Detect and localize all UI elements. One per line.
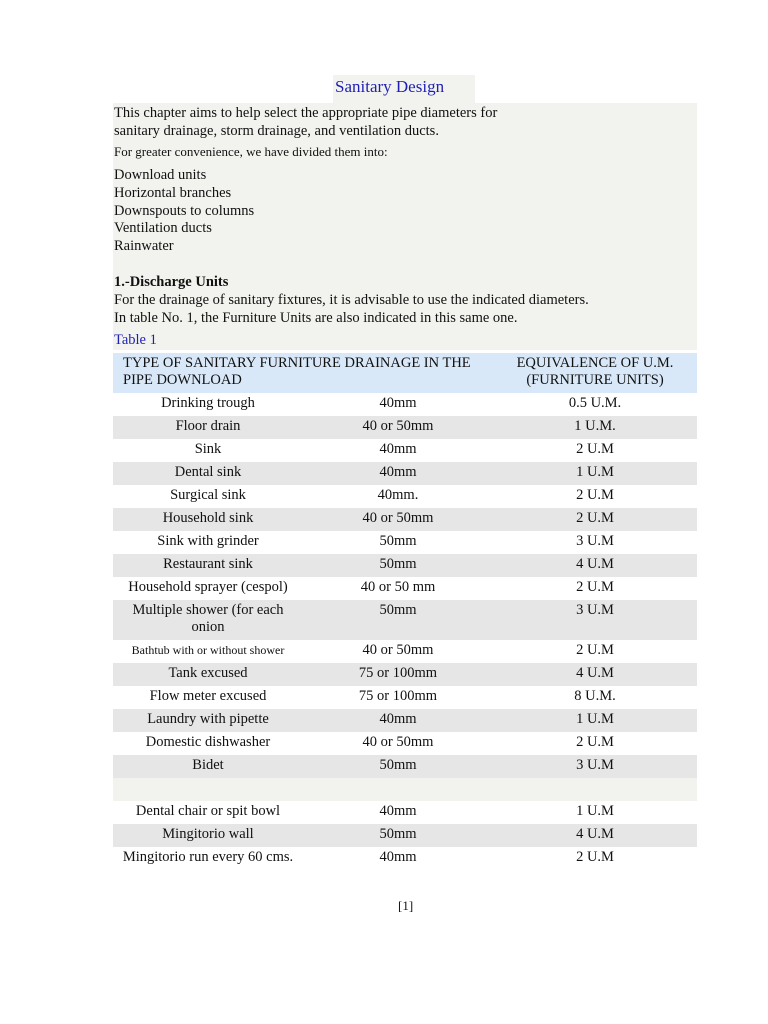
list-item: Horizontal branches [114,185,232,201]
table-row [113,600,697,640]
cell-equivalence: 0.5 U.M. [568,395,622,411]
cell-equivalence: 1 U.M [493,709,697,732]
cell-equivalence: 2 U.M [576,642,614,658]
list-item: Ventilation ducts [114,220,212,236]
cell-drainage: 40mm [303,462,493,485]
cell-furniture-type: Flow meter excused [149,688,267,704]
cell-equivalence: 3 U.M [576,533,614,549]
table-row [113,824,697,847]
cell-equivalence: 1 U.M [493,462,697,485]
table-row [113,462,697,485]
cell-drainage: 40 or 50mm [362,642,434,658]
cell-drainage: 40mm [303,709,493,732]
cell-drainage: 50mm [303,824,493,847]
header-type: TYPE OF SANITARY FURNITURE [123,355,341,371]
table-row [113,439,697,462]
title-box [333,75,475,103]
footnote-marker: [1] [398,898,414,913]
list-item: Rainwater [114,238,174,254]
cell-furniture-type: Bidet [113,755,303,778]
cell-drainage: 40 or 50mm [303,508,493,531]
cell-equivalence: 1 U.M [576,803,614,819]
table-row [113,508,697,531]
header-equivalence: EQUIVALENCE OF U.M. (FURNITURE UNITS) [493,353,697,393]
table-row [113,640,697,663]
list-item: Downspouts to columns [114,203,255,219]
cell-equivalence: 1 U.M. [493,416,697,439]
cell-equivalence: 2 U.M [576,579,614,595]
page-title: Sanitary Design [335,77,445,96]
table-row [113,778,697,801]
cell-drainage: 40mm. [377,487,419,503]
cell-drainage: 40 or 50mm [362,734,434,750]
cell-furniture-type: Dental chair or spit bowl [135,803,281,819]
table-caption: Table 1 [114,332,157,348]
table-row [113,554,697,577]
cell-furniture-type: Dental sink [113,462,303,485]
section-para-2: In table No. 1, the Furniture Units are also indicated in this same one. [114,310,518,326]
table-header-row [113,353,697,393]
cell-equivalence: 2 U.M [576,849,614,865]
cell-furniture-type: Bathtub with or without shower [131,643,285,657]
table-row [113,531,697,554]
cell-drainage: 40mm [379,441,417,457]
cell-drainage: 40mm [379,849,417,865]
cell-furniture-type: Sink with grinder [157,533,259,549]
cell-furniture-type: Sink [194,441,222,457]
cell-drainage: 40mm [379,395,417,411]
list-item: Download units [114,167,207,183]
discharge-units-table [113,353,697,887]
table-row [113,577,697,600]
table-row [113,732,697,755]
table-row [113,709,697,732]
cell-equivalence: 2 U.M [576,487,614,503]
cell-equivalence: 8 U.M. [574,688,616,704]
cell-furniture-type: Floor drain [113,416,303,439]
cell-equivalence: 2 U.M [576,734,614,750]
cell-furniture-type: Domestic dishwasher [145,734,271,750]
cell-drainage: 50mm [303,554,493,577]
table-row [113,416,697,439]
section-heading: 1.-Discharge Units [114,274,229,290]
cell-drainage: 40mm [379,803,417,819]
cell-equivalence: 3 U.M [493,600,697,640]
cell-furniture-type: Laundry with pipette [113,709,303,732]
intro-line-2: sanitary drainage, storm drainage, and ventilation ducts. [114,123,439,139]
table-row [113,686,697,709]
table-row [113,485,697,508]
intro-block [113,103,697,350]
intro-line-3: For greater convenience, we have divided them into: [114,144,388,159]
cell-furniture-type [113,778,303,801]
header-combined [113,353,493,393]
cell-equivalence: 4 U.M [493,824,697,847]
cell-drainage: 75 or 100mm [358,688,438,704]
cell-equivalence: 2 U.M [576,441,614,457]
cell-furniture-type: Restaurant sink [113,554,303,577]
table-row [113,755,697,778]
table-row [113,801,697,824]
cell-drainage: 50mm [379,533,417,549]
cell-drainage: 75 or 100mm [303,663,493,686]
cell-furniture-type: Household sink [113,508,303,531]
header-drainage: DRAINAGE IN THE PIPE DOWNLOAD [123,355,471,388]
table-row [113,847,697,887]
cell-drainage: 40 or 50mm [303,416,493,439]
cell-furniture-type: Multiple shower (for each onion [113,600,303,640]
cell-furniture-type: Surgical sink [170,487,246,503]
intro-line-1: This chapter aims to help select the appropriate pipe diameters for [114,105,498,121]
cell-drainage [303,778,493,801]
cell-drainage: 50mm [303,755,493,778]
cell-drainage: 50mm [303,600,493,640]
cell-equivalence: 3 U.M [493,755,697,778]
table-row [113,663,697,686]
cell-furniture-type: Drinking trough [161,395,255,411]
cell-furniture-type: Mingitorio run every 60 cms. [122,849,294,865]
cell-furniture-type: Mingitorio wall [113,824,303,847]
table-row [113,393,697,416]
cell-furniture-type: Household sprayer (cespol) [128,579,288,595]
cell-equivalence: 4 U.M [493,663,697,686]
section-para-1: For the drainage of sanitary fixtures, it is advisable to use the indicated diameters. [114,292,589,308]
cell-equivalence: 4 U.M [493,554,697,577]
cell-equivalence [493,778,697,801]
cell-furniture-type: Tank excused [113,663,303,686]
cell-equivalence: 2 U.M [493,508,697,531]
cell-drainage: 40 or 50 mm [360,579,436,595]
